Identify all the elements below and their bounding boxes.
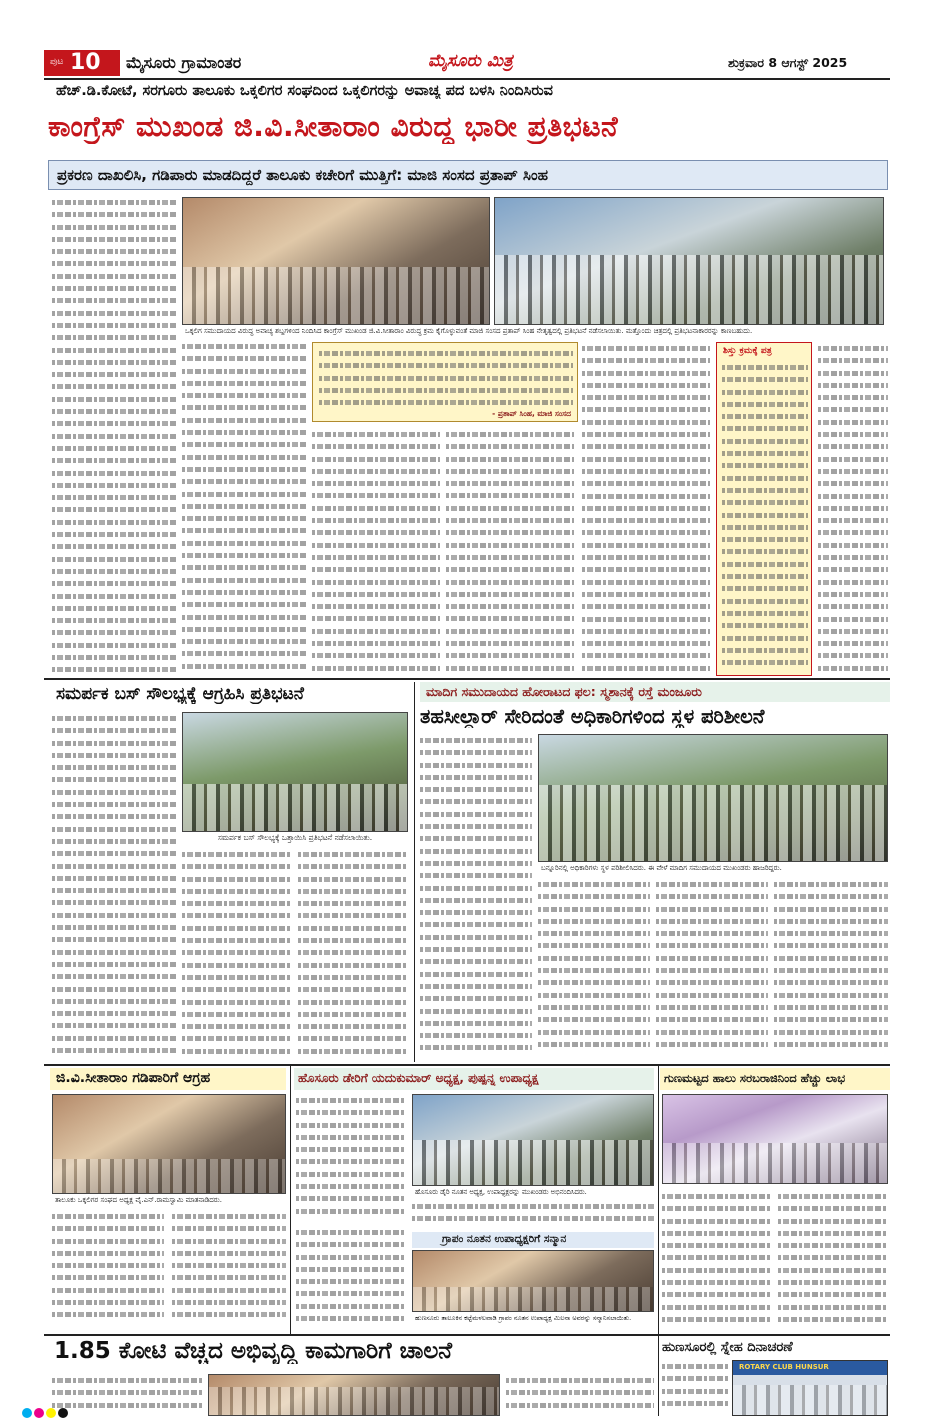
gadipar-photo-caption: ತಾಲೂಕು ಒಕ್ಕಲಿಗರ ಸಂಘದ ಅಧ್ಯಕ್ಷ ವೈ.ಎನ್.ರಾಮಸ್ವಾಮಿ ಮಾತನಾಡಿದರು. bbox=[52, 1194, 286, 1206]
hosur-body-3 bbox=[296, 1226, 406, 1332]
vertical-divider-4 bbox=[658, 1336, 659, 1416]
milk-body-1 bbox=[662, 1190, 770, 1332]
page-label: ಪುಟ bbox=[50, 57, 64, 67]
milk-photo bbox=[662, 1094, 888, 1184]
lead-body-col-6 bbox=[818, 342, 888, 676]
page-number-box bbox=[44, 50, 120, 76]
bus-body-1 bbox=[52, 712, 177, 1062]
lead-photo-crowd bbox=[494, 197, 884, 325]
hosur-sub-headline: ಗ್ರಾಪಂ ನೂತನ ಉಪಾಧ್ಯಕ್ಷರಿಗೆ ಸನ್ಮಾನ bbox=[442, 1233, 567, 1245]
registration-mark-cyan bbox=[22, 1408, 32, 1418]
lead-body-col-4 bbox=[446, 428, 574, 676]
paper-name: ಮೈಸೂರು ಮಿತ್ರ bbox=[428, 51, 513, 71]
vertical-divider-3 bbox=[658, 1066, 659, 1334]
bus-body-2 bbox=[182, 848, 290, 1062]
madiga-photo bbox=[538, 734, 888, 862]
friendship-photo-box bbox=[732, 1360, 888, 1416]
vertical-divider-2 bbox=[290, 1066, 291, 1334]
letter-box bbox=[716, 342, 812, 676]
hosur-headline: ಹೊಸೂರು ಡೇರಿಗೆ ಯದುಕುಮಾರ್ ಅಧ್ಯಕ್ಷ, ಪುಷ್ಪನ್ನ ಉಪಾಧ್ಯಕ್ಷ bbox=[298, 1071, 539, 1085]
pullquote-text bbox=[319, 347, 573, 409]
section-title: ಮೈಸೂರು ಗ್ರಾಮಾಂತರ bbox=[126, 53, 242, 72]
masthead-rule bbox=[44, 78, 890, 80]
hosur-headline-box bbox=[294, 1068, 654, 1090]
registration-mark-black bbox=[58, 1408, 68, 1418]
works-headline: 1.85 ಕೋಟಿ ವೆಚ್ಚದ ಅಭಿವೃದ್ಧಿ ಕಾಮಗಾರಿಗೆ ಚಾಲನೆ bbox=[54, 1338, 654, 1364]
lead-subhead: ಪ್ರಕರಣ ದಾಖಲಿಸಿ, ಗಡಿಪಾರು ಮಾಡದಿದ್ದರೆ ತಾಲೂಕು ಕಚೇರಿಗೆ ಮುತ್ತಿಗೆ: ಮಾಜಿ ಸಂಸದ ಪ್ರತಾಪ್ ಸಿಂಹ bbox=[57, 166, 549, 184]
divider-3 bbox=[44, 1334, 890, 1336]
lead-kicker: ಹೆಚ್.ಡಿ.ಕೋಟೆ, ಸರಗೂರು ತಾಲೂಕು ಒಕ್ಕಲಿಗರ ಸಂಘದಿಂದ ಒಕ್ಕಲಿಗರನ್ನು ಅವಾಚ್ಯ ಪದ ಬಳಸಿ ನಿಂದಿಸಿರುವ bbox=[56, 83, 886, 99]
madiga-kicker-box bbox=[420, 682, 890, 702]
madiga-photo-caption: ಬನ್ನೂರಿನಲ್ಲಿ ಅಧಿಕಾರಿಗಳು ಸ್ಥಳ ಪರಿಶೀಲಿಸಿದರು. ಈ ವೇಳೆ ಮಾದಿಗ ಸಮುದಾಯದ ಮುಖಂಡರು ಹಾಜರಿದ್ದರು. bbox=[538, 862, 888, 874]
masthead bbox=[44, 50, 890, 76]
hosur-sub-photo bbox=[412, 1250, 654, 1312]
hosur-body-1 bbox=[296, 1094, 406, 1222]
gadipar-body-1 bbox=[52, 1210, 164, 1330]
madiga-body-4 bbox=[774, 878, 888, 1062]
lead-body-col-2 bbox=[182, 340, 306, 675]
page-number: 10 bbox=[70, 50, 101, 75]
madiga-body-3 bbox=[656, 878, 768, 1062]
issue-date: ಶುಕ್ರವಾರ 8 ಆಗಸ್ಟ್ 2025 bbox=[728, 55, 848, 70]
lead-body-col-1 bbox=[52, 196, 177, 676]
bus-photo-caption: ಸಮರ್ಪಕ ಬಸ್ ಸೌಲಭ್ಯಕ್ಕೆ ಒತ್ತಾಯಿಸಿ ಪ್ರತಿಭಟನೆ ನಡೆಸಲಾಯಿತು. bbox=[182, 832, 408, 844]
divider-1 bbox=[44, 678, 890, 680]
hosur-sub-photo-caption: ಹುಣಸೂರು ತಾಲೂಕಿನ ಕಟ್ಟೆಮಳಲವಾಡಿ ಗ್ರಾಪಂ ನೂತನ ಉಪಾಧ್ಯಕ್ಷ ಮಿಲನಾ ಅವರನ್ನು ಸನ್ಮಾನಿಸಲಾಯಿತು. bbox=[412, 1312, 654, 1332]
gadipar-photo bbox=[52, 1094, 286, 1194]
vertical-divider-1 bbox=[414, 682, 415, 1062]
hosur-body-2 bbox=[412, 1200, 654, 1230]
madiga-body-1 bbox=[420, 734, 532, 1062]
gadipar-headline: ಜಿ.ವಿ.ಸೀತಾರಾಂ ಗಡಿಪಾರಿಗೆ ಆಗ್ರಹ bbox=[56, 1070, 211, 1086]
lead-pullquote bbox=[312, 342, 578, 422]
friendship-headline: ಹುಣಸೂರಲ್ಲಿ ಸ್ನೇಹ ದಿನಾಚರಣೆ bbox=[662, 1340, 888, 1355]
milk-headline: ಗುಣಮಟ್ಟದ ಹಾಲು ಸರಬರಾಜಿನಿಂದ ಹೆಚ್ಚು ಲಾಭ bbox=[664, 1071, 846, 1085]
gadipar-headline-box bbox=[50, 1068, 286, 1090]
works-photo bbox=[208, 1374, 500, 1416]
lead-headline: ಕಾಂಗ್ರೆಸ್ ಮುಖಂಡ ಜಿ.ವಿ.ಸೀತಾರಾಂ ವಿರುದ್ಧ ಭಾರೀ ಪ್ರತಿಭಟನೆ bbox=[48, 110, 619, 143]
lead-body-col-5 bbox=[582, 342, 710, 676]
lead-photo-leaders bbox=[182, 197, 490, 325]
hosur-sub-headline-bar bbox=[412, 1232, 654, 1248]
bus-photo bbox=[182, 712, 408, 832]
rotary-banner: ROTARY CLUB HUNSUR bbox=[739, 1363, 829, 1371]
milk-headline-box bbox=[660, 1068, 890, 1090]
lead-photo-caption: ಒಕ್ಕಲಿಗ ಸಮುದಾಯದ ವಿರುದ್ಧ ಅವಾಚ್ಯ ಶಬ್ದಗಳಿಂದ ನಿಂದಿಸಿದ ಕಾಂಗ್ರೆಸ್ ಮುಖಂಡ ಜಿ.ವಿ.ಸೀತಾರಾಂ ವಿರುದ್ಧ ಕ್ರಮ ಕೈಗೊಳ್ಳುವಂತೆ ಮಾಜಿ ಸಂಸದ ಪ್ರತಾಪ್ ಸಿಂಹ ನೇತೃತ್ವದಲ್ಲಿ ಪ್ರತಿಭಟನೆ ನಡೆಸಲಾಯಿತು. ಮತ್ತೊಂದು ಚಿತ್ರದಲ್ಲಿ ಪ್ರತಿಭಟನಾಕಾರರನ್ನು ಕಾಣಬಹುದು. bbox=[182, 325, 884, 337]
pullquote-author: - ಪ್ರತಾಪ್ ಸಿಂಹ, ಮಾಜಿ ಸಂಸದ bbox=[492, 409, 571, 418]
madiga-kicker: ಮಾದಿಗ ಸಮುದಾಯದ ಹೋರಾಟದ ಫಲ: ಸ್ಮಶಾನಕ್ಕೆ ರಸ್ತೆ ಮಂಜೂರು bbox=[426, 684, 702, 699]
lead-body-col-3 bbox=[312, 428, 440, 676]
milk-body-2 bbox=[778, 1190, 888, 1332]
works-body-1 bbox=[52, 1374, 202, 1416]
madiga-body-2 bbox=[538, 878, 650, 1062]
hosur-photo bbox=[412, 1094, 654, 1186]
madiga-headline: ತಹಸೀಲ್ದಾರ್ ಸೇರಿದಂತೆ ಅಧಿಕಾರಿಗಳಿಂದ ಸ್ಥಳ ಪರಿಶೀಲನೆ bbox=[420, 705, 890, 728]
works-body-2 bbox=[506, 1374, 654, 1416]
friendship-body bbox=[662, 1360, 728, 1416]
bus-body-3 bbox=[298, 848, 408, 1062]
letter-text bbox=[722, 361, 808, 671]
hosur-photo-caption: ಹೊಸೂರು ಡೈರಿ ನೂತನ ಅಧ್ಯಕ್ಷ, ಉಪಾಧ್ಯಕ್ಷರನ್ನು ಮುಖಂಡರು ಅಭಿನಂದಿಸಿದರು. bbox=[412, 1186, 654, 1198]
bus-headline: ಸಮರ್ಪಕ ಬಸ್ ಸೌಲಭ್ಯಕ್ಕೆ ಆಗ್ರಹಿಸಿ ಪ್ರತಿಭಟನೆ bbox=[56, 684, 408, 704]
gadipar-body-2 bbox=[172, 1210, 286, 1330]
letter-title: ಶಿಸ್ತು ಕ್ರಮಕ್ಕೆ ಪತ್ರ bbox=[723, 346, 772, 356]
divider-2 bbox=[44, 1064, 890, 1066]
registration-mark-magenta bbox=[34, 1408, 44, 1418]
lead-subhead-box bbox=[48, 160, 888, 190]
registration-mark-yellow bbox=[46, 1408, 56, 1418]
